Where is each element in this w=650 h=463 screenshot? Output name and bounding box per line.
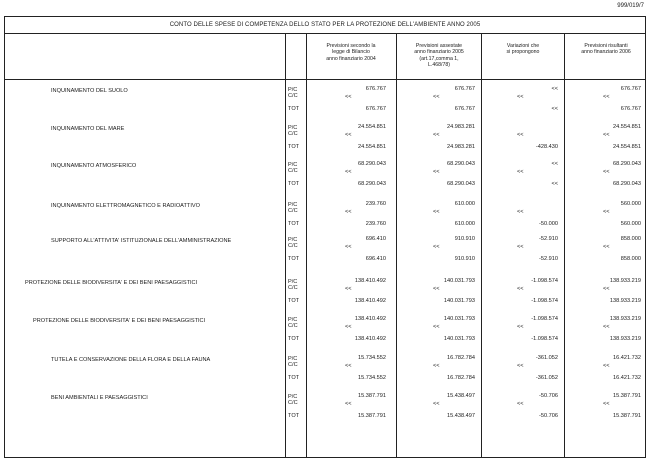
cc-zero-marker: << [345, 363, 352, 369]
cell-pc-col4: 68.290.043 [613, 161, 641, 167]
column-header-variazioni: Variazioni che si propongono [506, 43, 540, 56]
cell-pc-col1: 676.767 [365, 86, 386, 92]
row-code-pc: P/C [288, 202, 298, 208]
cc-zero-marker: << [433, 169, 440, 175]
cell-tot-col4: 16.421.732 [613, 375, 641, 381]
row-code-tot: TOT [288, 181, 300, 187]
cell-pc-col2: 140.031.793 [443, 316, 475, 322]
cell-tot-col3: << [551, 106, 558, 112]
cell-pc-col2: 910.910 [454, 236, 475, 242]
cc-zero-marker: << [603, 209, 610, 215]
table-row [5, 121, 645, 157]
cell-pc-col4: 676.767 [620, 86, 641, 92]
row-code-pc: P/C [288, 162, 298, 168]
cell-pc-col1: 15.387.791 [358, 393, 386, 399]
cc-zero-marker: << [517, 209, 524, 215]
cell-pc-col2: 140.031.793 [443, 278, 475, 284]
cell-tot-col1: 68.290.043 [358, 181, 386, 187]
row-label: INQUINAMENTO DEL SUOLO [51, 88, 128, 94]
row-code-tot: TOT [288, 256, 300, 262]
row-code-pc: P/C [288, 356, 298, 362]
document-number: 999/019/7 [617, 3, 644, 9]
cc-zero-marker: << [345, 324, 352, 330]
cell-tot-col1: 138.410.492 [354, 336, 386, 342]
table-row [5, 233, 645, 269]
cell-pc-col1: 24.554.851 [358, 124, 386, 130]
cc-zero-marker: << [517, 169, 524, 175]
cell-tot-col4: 68.290.043 [613, 181, 641, 187]
row-label: TUTELA E CONSERVAZIONE DELLA FLORA E DELLA FAUNA [51, 357, 211, 363]
cc-zero-marker: << [603, 244, 610, 250]
cell-pc-col4: 858.000 [620, 236, 641, 242]
cc-zero-marker: << [517, 324, 524, 330]
header-divider [5, 79, 645, 80]
cell-tot-col4: 24.554.851 [613, 144, 641, 150]
cell-tot-col1: 15.734.552 [358, 375, 386, 381]
cc-zero-marker: << [345, 94, 352, 100]
cell-pc-col2: 676.767 [454, 86, 475, 92]
cell-pc-col4: 138.933.219 [609, 278, 641, 284]
table-row [5, 352, 645, 388]
cell-pc-col4: 16.421.732 [613, 355, 641, 361]
row-code-cc: C/C [288, 243, 298, 249]
cell-tot-col1: 676.767 [365, 106, 386, 112]
cell-tot-col3: -50.000 [539, 221, 558, 227]
row-label: INQUINAMENTO ELETTROMAGNETICO E RADIOATTIVO [51, 203, 200, 209]
cell-pc-col1: 239.760 [365, 201, 386, 207]
cc-zero-marker: << [433, 324, 440, 330]
cell-pc-col1: 68.290.043 [358, 161, 386, 167]
row-code-cc: C/C [288, 168, 298, 174]
cell-tot-col1: 24.554.851 [358, 144, 386, 150]
cc-zero-marker: << [345, 401, 352, 407]
row-code-tot: TOT [288, 298, 300, 304]
cc-zero-marker: << [603, 286, 610, 292]
cell-pc-col3: -50.706 [539, 393, 558, 399]
cc-zero-marker: << [603, 363, 610, 369]
cell-tot-col1: 239.760 [365, 221, 386, 227]
cell-pc-col4: 15.387.791 [613, 393, 641, 399]
table-row [5, 158, 645, 194]
cc-zero-marker: << [517, 132, 524, 138]
cell-tot-col4: 560.000 [620, 221, 641, 227]
cell-tot-col3: -52.910 [539, 256, 558, 262]
cc-zero-marker: << [433, 94, 440, 100]
cell-pc-col3: -1.098.574 [531, 278, 558, 284]
cell-tot-col2: 910.910 [454, 256, 475, 262]
table-row [5, 275, 645, 311]
cc-zero-marker: << [433, 244, 440, 250]
cell-tot-col4: 138.933.219 [609, 298, 641, 304]
row-code-pc: P/C [288, 279, 298, 285]
cell-tot-col3: -50.706 [539, 413, 558, 419]
cell-pc-col1: 15.734.552 [358, 355, 386, 361]
cell-tot-col1: 15.387.791 [358, 413, 386, 419]
cell-pc-col4: 560.000 [620, 201, 641, 207]
cell-tot-col4: 858.000 [620, 256, 641, 262]
cell-pc-col3: -361.052 [535, 355, 558, 361]
cc-zero-marker: << [603, 94, 610, 100]
cell-tot-col4: 15.387.791 [613, 413, 641, 419]
cell-pc-col2: 16.782.784 [447, 355, 475, 361]
cell-tot-col4: 138.933.219 [609, 336, 641, 342]
cell-tot-col3: -428.430 [535, 144, 558, 150]
cc-zero-marker: << [433, 401, 440, 407]
cell-pc-col4: 138.933.219 [609, 316, 641, 322]
cell-pc-col1: 696.410 [365, 236, 386, 242]
cell-tot-col3: -1.098.574 [531, 298, 558, 304]
cc-zero-marker: << [517, 401, 524, 407]
cc-zero-marker: << [433, 286, 440, 292]
row-code-cc: C/C [288, 400, 298, 406]
row-code-cc: C/C [288, 362, 298, 368]
column-header-previsioni-2006: Previsioni risultanti anno finanziario 2006 [581, 43, 631, 56]
cc-zero-marker: << [517, 244, 524, 250]
row-code-tot: TOT [288, 413, 300, 419]
cell-pc-col3: << [551, 161, 558, 167]
cell-pc-col3: << [551, 86, 558, 92]
row-label: INQUINAMENTO DEL MARE [51, 126, 125, 132]
cc-zero-marker: << [603, 324, 610, 330]
cc-zero-marker: << [433, 132, 440, 138]
cell-tot-col2: 140.031.793 [443, 298, 475, 304]
cc-zero-marker: << [517, 363, 524, 369]
cc-zero-marker: << [603, 169, 610, 175]
cc-zero-marker: << [345, 244, 352, 250]
row-code-pc: P/C [288, 87, 298, 93]
cell-pc-col3: -1.098.574 [531, 316, 558, 322]
cc-zero-marker: << [517, 94, 524, 100]
row-code-tot: TOT [288, 221, 300, 227]
cell-tot-col3: << [551, 181, 558, 187]
row-code-cc: C/C [288, 93, 298, 99]
table-row [5, 198, 645, 234]
row-code-cc: C/C [288, 285, 298, 291]
cell-tot-col1: 138.410.492 [354, 298, 386, 304]
cell-pc-col1: 138.410.492 [354, 278, 386, 284]
row-code-cc: C/C [288, 131, 298, 137]
table-row [5, 313, 645, 349]
cell-pc-col3: -52.910 [539, 236, 558, 242]
row-code-tot: TOT [288, 144, 300, 150]
cell-tot-col2: 676.767 [454, 106, 475, 112]
cell-tot-col3: -361.052 [535, 375, 558, 381]
row-code-pc: P/C [288, 125, 298, 131]
cell-pc-col2: 24.983.281 [447, 124, 475, 130]
cell-tot-col2: 610.000 [454, 221, 475, 227]
cell-tot-col2: 140.031.793 [443, 336, 475, 342]
table-title: CONTO DELLE SPESE DI COMPETENZA DELLO STATO PER LA PROTEZIONE DELL'AMBIENTE ANNO 2005 [5, 17, 645, 34]
expense-table [4, 16, 646, 458]
row-label: BENI AMBIENTALI E PAESAGGISTICI [51, 395, 148, 401]
cc-zero-marker: << [433, 363, 440, 369]
table-row [5, 83, 645, 119]
cc-zero-marker: << [433, 209, 440, 215]
cc-zero-marker: << [345, 209, 352, 215]
row-code-cc: C/C [288, 323, 298, 329]
cell-tot-col2: 16.782.784 [447, 375, 475, 381]
cc-zero-marker: << [345, 286, 352, 292]
cc-zero-marker: << [603, 132, 610, 138]
row-label: SUPPORTO ALL'ATTIVITA' ISTITUZIONALE DELL'AMMINISTRAZIONE [51, 238, 232, 244]
row-code-tot: TOT [288, 375, 300, 381]
cell-tot-col1: 696.410 [365, 256, 386, 262]
cc-zero-marker: << [603, 401, 610, 407]
cc-zero-marker: << [345, 132, 352, 138]
cell-tot-col2: 24.983.281 [447, 144, 475, 150]
cell-tot-col4: 676.767 [620, 106, 641, 112]
row-label: PROTEZIONE DELLE BIODIVERSITA' E DEI BENI PAESAGGISTICI [33, 318, 206, 324]
column-header-previsioni-assestate-2005: Previsioni assestate anno finanziario 2005 (art.17,comma 1, L.468/78) [414, 43, 464, 68]
row-label: PROTEZIONE DELLE BIODIVERSITA' E DEI BENI PAESAGGISTICI [25, 280, 198, 286]
row-code-tot: TOT [288, 336, 300, 342]
cell-pc-col2: 68.290.043 [447, 161, 475, 167]
cell-pc-col1: 138.410.492 [354, 316, 386, 322]
cell-tot-col2: 15.438.497 [447, 413, 475, 419]
cell-pc-col2: 610.000 [454, 201, 475, 207]
cell-pc-col2: 15.438.497 [447, 393, 475, 399]
column-header-previsioni-2004: Previsioni secondo la legge di Bilancio anno finanziario 2004 [326, 43, 376, 62]
row-code-pc: P/C [288, 237, 298, 243]
cell-tot-col3: -1.098.574 [531, 336, 558, 342]
row-code-pc: P/C [288, 317, 298, 323]
cell-pc-col4: 24.554.851 [613, 124, 641, 130]
table-row [5, 390, 645, 426]
cc-zero-marker: << [345, 169, 352, 175]
row-label: INQUINAMENTO ATMOSFERICO [51, 163, 137, 169]
row-code-cc: C/C [288, 208, 298, 214]
cell-tot-col2: 68.290.043 [447, 181, 475, 187]
row-code-pc: P/C [288, 394, 298, 400]
cc-zero-marker: << [517, 286, 524, 292]
row-code-tot: TOT [288, 106, 300, 112]
